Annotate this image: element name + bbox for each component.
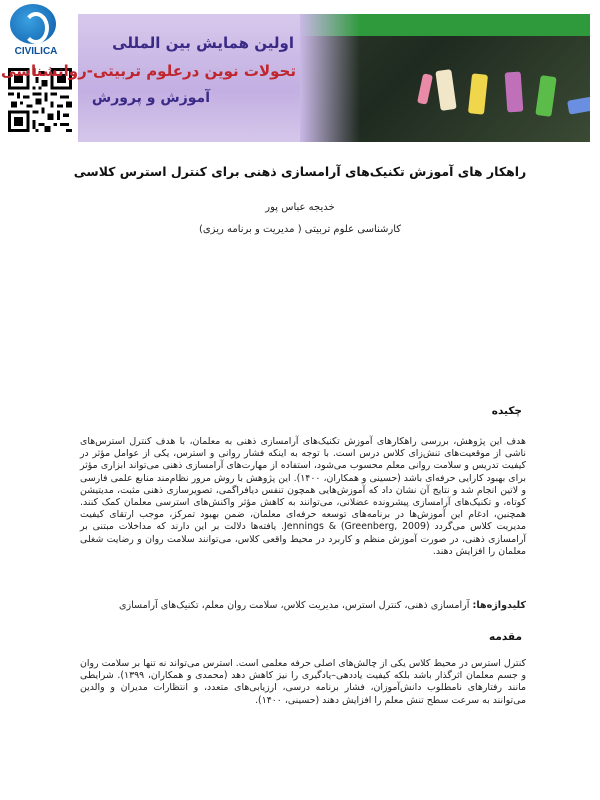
conference-title-line1: اولین همایش بین المللی bbox=[112, 34, 294, 52]
keywords-text: آرامسازی ذهنی، کنترل استرس، مدیریت کلاس، سلامت روان معلم، تکنیک‌های آرامسازی bbox=[118, 600, 470, 611]
introduction-heading: مقدمه bbox=[489, 631, 522, 643]
chalk-photo bbox=[300, 14, 590, 142]
chalk-green bbox=[535, 75, 556, 117]
chalk-pink bbox=[417, 73, 433, 104]
chalk-blue bbox=[567, 95, 590, 114]
banner bbox=[0, 0, 600, 148]
author-name: خدیجه عباس پور bbox=[265, 202, 335, 213]
abstract-text: هدف این پژوهش، بررسی راهکارهای آموزش تکنیک‌های آرامسازی ذهنی به معلمان، با هدف کنترل استرس‌های ناشی از موقعیت‌های تنش‌زای کلاس درس است. با توجه به اینکه فشار روانی و استرس، یکی از عوامل مؤثر در کیفیت تدریس و سلامت روانی معلم محسوب می‌شود، استفاده از مهارت‌های آرامسازی ذهنی می‌تواند ابزاری مؤثر برای بهبود کارایی حرفه‌ای باشد (حسینی و همکاران، ۱۴۰۰). این پژوهش با روش مرور نظام‌مند منابع علمی فارسی و لاتین انجام شد و نتایج آن نشان داد که آموزش‌هایی همچون تنفس دیافراگمی، تصویرسازی ذهنی مثبت، مدیتیشن کوتاه، و تکنیک‌های آرامسازی پیشرونده عضلانی، می‌توانند به کاهش مؤثر واکنش‌های استرسی معلمان کمک کنند. همچنین، ادغام این آموزش‌ها در برنامه‌های توسعه حرفه‌ای معلمان، ضمن بهبود تمرکز، موجب ارتقای کیفیت مدیریت کلاس می‌گردد (Greenberg, 2009) & Jennings. یافته‌ها دلالت بر این دارند که مداخلات مبتنی بر آرامسازی ذهنی، در صورت آموزش منظم و کاربرد در محیط واقعی کلاس، می‌توانند سلامت روان و رضایت شغلی معلمان را افزایش دهند. bbox=[80, 436, 526, 557]
civilica-logo[interactable] bbox=[6, 4, 62, 62]
logo-text: CIVILICA bbox=[14, 46, 58, 57]
author-affiliation: کارشناسی علوم تربیتی ( مدیریت و برنامه ریزی) bbox=[198, 224, 402, 235]
chalk-white bbox=[435, 69, 456, 111]
abstract-heading: چکیده bbox=[491, 405, 522, 417]
paper-title: راهکار های آموزش تکنیک‌های آرامسازی ذهنی برای کنترل استرس کلاسی bbox=[73, 164, 527, 179]
conference-title-line2: تحولات نوین درعلوم تربیتی-روانشناسی bbox=[1, 62, 296, 80]
keywords bbox=[80, 600, 526, 611]
keywords-label: کلیدواژه‌ها: bbox=[472, 600, 526, 611]
chalk-purple bbox=[505, 71, 524, 112]
logo-mark-icon bbox=[10, 4, 56, 44]
conference-title-line3: آموزش و پرورش bbox=[91, 90, 210, 106]
chalk-yellow bbox=[468, 73, 488, 114]
introduction-text: کنترل استرس در محیط کلاس یکی از چالش‌های اصلی حرفه معلمی است. استرس می‌تواند نه تنها بر سلامت روان و جسم معلمان اثرگذار باشد بلکه کیفیت یاددهی–یادگیری را نیز کاهش دهد (محمدی و همکاران، ۱۳۹۹). شرایطی مانند رفتارهای نامطلوب دانش‌آموزان، فشار برنامه درسی، ارزیابی‌های متعدد، و انتظارات مدیران و والدین می‌توانند به سرعت سطح تنش معلم را افزایش دهند (حسینی، ۱۴۰۰). bbox=[80, 658, 526, 706]
